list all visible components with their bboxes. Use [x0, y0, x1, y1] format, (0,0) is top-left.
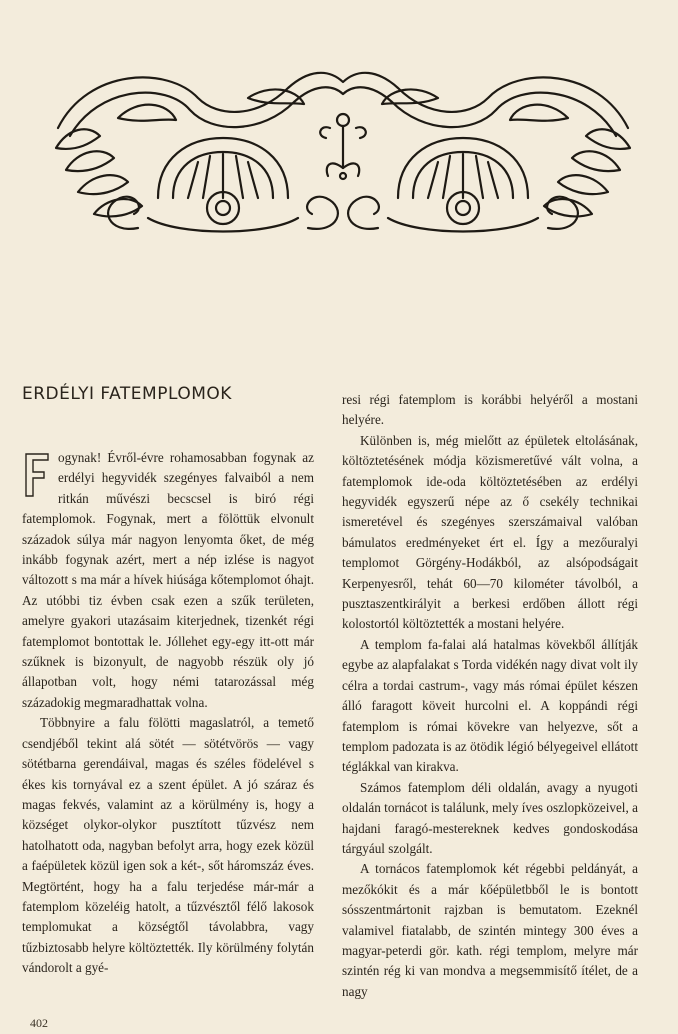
- paragraph-5: A templom fa-falai alá hatalmas kövekből állítják egybe az alapfalakat s Torda vidékén nagy divat volt ily célra a tordai castrum-, vagy más római épület készen álló faragott köveit hurcolni el. A koppándi régi fatemplom is római kövekre van helyezve, sőt a templom padozata is az ötödik légió bélyegeivel ellátott téglákkal van kirakva.: [342, 636, 638, 775]
- floral-ornament-headpiece: [48, 58, 638, 240]
- paragraph-1: [22, 448, 314, 713]
- left-text-column: [22, 448, 314, 979]
- right-text-column: [342, 390, 638, 1002]
- paragraph-4: Különben is, még mielőtt az épületek eltolásának, költöztetésének módja közismeretűvé vált volna, a fatemplomok ide-oda költöztetésében az erdélyi hegyvidék egyszerű népe az ő csekély technikai ismeretével és szegényes szerszámaival valóban bámulatos eredményeket ért el. Így a mezőuralyi templomot Görgény-Hodákból, az alsópodságait Kerpenyesről, tehát 60—70 kilométer távolból, a pusztaszentkirályit a berkesi erdőben állott régi kolostortól költöztették a mostani helyére.: [342, 432, 638, 632]
- paragraph-3: resi régi fatemplom is korábbi helyéről a mostani helyére.: [342, 392, 638, 428]
- page-number: 402: [30, 1016, 48, 1030]
- paragraph-7: A tornácos fatemplomok két régebbi peldányát, a mezőkókit és a már kőépületbből le is bontott sósszentmártonit rajzban is bemutatom. Ezeknél valamivel fiatalabb, de szintén mintegy 300 éves a magyar-peterdi gör. kath. régi templom, melyre már szintén rég ki van mondva a megsemmisítő ítélet, de a nagy: [342, 861, 638, 999]
- paragraph-1-text: ogynak! Évről-évre rohamosabban fogynak az erdélyi hegyvidék szegényes falvaiból a nem ritkán művészi becscsel is biró régi fatemplomok. Fogynak, mert a fölöttük elvonult századok súlya már nagyon lenyomta őket, de még inkább fogynak azért, mert a nép izlése is nagyot változott s ma már a hívek hiúsága kőtemplomot óhajt. Az utóbbi tiz évben csak ezen a szűk területen, amelyre gyakori utazásaim kiterjednek, tizenkét régi fatemplomot bontottak le. Jóllehet egy-egy itt-ott már szűknek is bizonyult, de nagyobb részük oly jó állapotban volt, hogy némi tatarozással még századokig megmaradhattak volna.: [22, 450, 314, 710]
- dropcap-letter-f-icon: [22, 450, 50, 500]
- article-title: ERDÉLYI FATEMPLOMOK: [22, 384, 232, 404]
- paragraph-6: Számos fatemplom déli oldalán, avagy a nyugoti oldalán tornácot is találunk, mely íves oszlopközeivel, a hajdani faragó-mestereknek kedves gondoskodása tárgyául szolgált.: [342, 779, 638, 856]
- paragraph-2: Többnyire a falu fölötti magaslatról, a temető csendjéből tekint alá sötét — sötétvörös — vagy sötétbarna gerendáival, magas és széles födelével s ékes kis tornyával ez a szent épület. A jó száraz és magas fekvés, valamint az a körülmény is, hogy a községet olykor-olykor pusztított tűzvész nem hatolhatott oda, nagyban befolyt arra, hogy ezek közül a faépületek közül igen sok a két-, sőt háromszáz éves. Megtörtént, hogy ha a falu terjedése már-már a fatemplom közeléig hatolt, a tűzvésztől félő lakosok templomukat a községtől távolabbra, vagy tűzbiztosabb helyre költöztették. Ily körülmény folytán vándorolt a gyé-: [22, 715, 314, 976]
